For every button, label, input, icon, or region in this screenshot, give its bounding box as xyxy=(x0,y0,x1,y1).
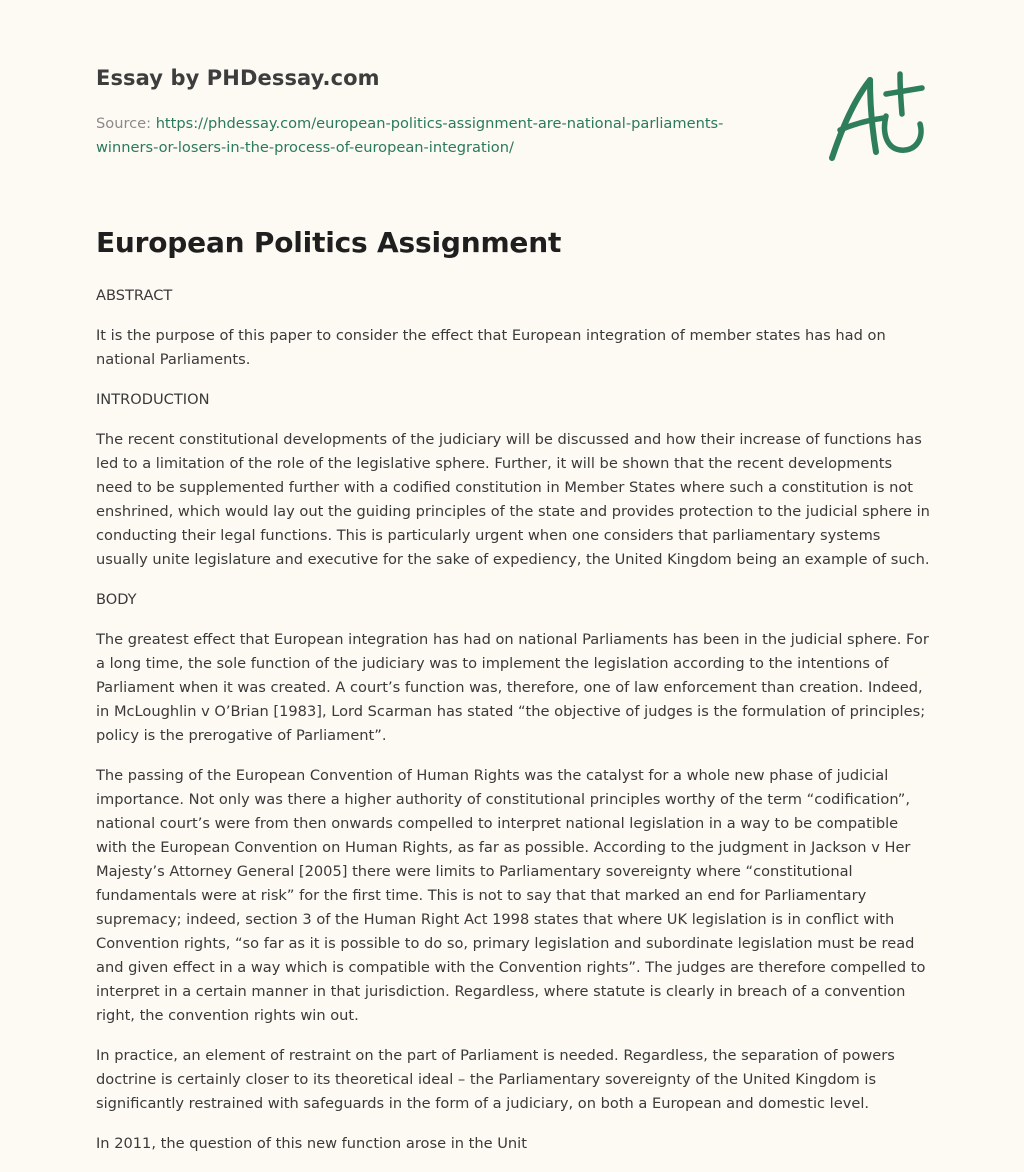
a-plus-logo-icon xyxy=(824,68,928,164)
essay-title: European Politics Assignment xyxy=(96,226,562,259)
paragraph-truncated: In 2011, the question of this new function arose in the Unit xyxy=(96,1135,527,1152)
source-link-line2: winners-or-losers-in-the-process-of-european-integration/ xyxy=(96,139,514,156)
paragraph: The recent constitutional developments of the judiciary will be discussed and how their increase of functions has led to a limitation of the role of the legislative sphere. Further, it will be shown that the recent developments need to be supplemented further with a codified constitution in Member States where such a constitution is not enshrined, which would lay out the guiding principles of the state and provides protection to the judicial sphere in conducting their legal functions. This is particularly urgent when one considers that parliamentary systems usually unite legislature and executive for the sake of expediency, the United Kingdom being an example of such. xyxy=(96,431,930,568)
source-line xyxy=(96,112,796,160)
source-link-line1: https://phdessay.com/european-politics-assignment-are-national-parliaments- xyxy=(155,115,724,132)
paragraph: It is the purpose of this paper to consider the effect that European integration of member states has had on national Parliaments. xyxy=(96,327,886,368)
paragraph: In practice, an element of restraint on the part of Parliament is needed. Regardless, the separation of powers doctrine is certainly closer to its theoretical ideal – the Parliamentary sovereignty of the United Kingdom is significantly restrained with safeguards in the form of a judiciary, on both a European and domestic level. xyxy=(96,1047,895,1112)
paragraph-introduction-heading: INTRODUCTION xyxy=(96,391,210,408)
source-link[interactable] xyxy=(96,115,723,156)
site-title: Essay by PHDessay.com xyxy=(96,66,380,90)
paragraph-body-heading: BODY xyxy=(96,591,137,608)
paragraph: The passing of the European Convention of Human Rights was the catalyst for a whole new phase of judicial importance. Not only was there a higher authority of constitutional principles worthy of the term “codification”, national court’s were from then onwards compelled to interpret national legislation in a way to be compatible with the European Convention on Human Rights, as far as possible. According to the judgment in Jackson v Her Majesty’s Attorney General [2005] there were limits to Parliamentary sovereignty where “constitutional fundamentals were at risk” for the first time. This is not to say that that marked an end for Parliamentary supremacy; indeed, section 3 of the Human Right Act 1998 states that where UK legislation is in conflict with Convention rights, “so far as it is possible to do so, primary legislation and subordinate legislation must be read and given effect in a way which is compatible with the Convention rights”. The judges are therefore compelled to interpret in a certain manner in that jurisdiction. Regardless, where statute is clearly in breach of a convention right, the convention rights win out. xyxy=(96,767,926,1024)
paragraph-abstract-heading: ABSTRACT xyxy=(96,287,173,304)
essay-body xyxy=(96,284,932,1172)
paragraph: The greatest effect that European integration has had on national Parliaments has been in the judicial sphere. For a long time, the sole function of the judiciary was to implement the legislation according to the intentions of Parliament when it was created. A court’s function was, therefore, one of law enforcement than creation. Indeed, in McLoughlin v O’Brian [1983], Lord Scarman has stated “the objective of judges is the formulation of principles; policy is the prerogative of Parliament”. xyxy=(96,631,929,744)
source-label: Source: xyxy=(96,115,152,132)
